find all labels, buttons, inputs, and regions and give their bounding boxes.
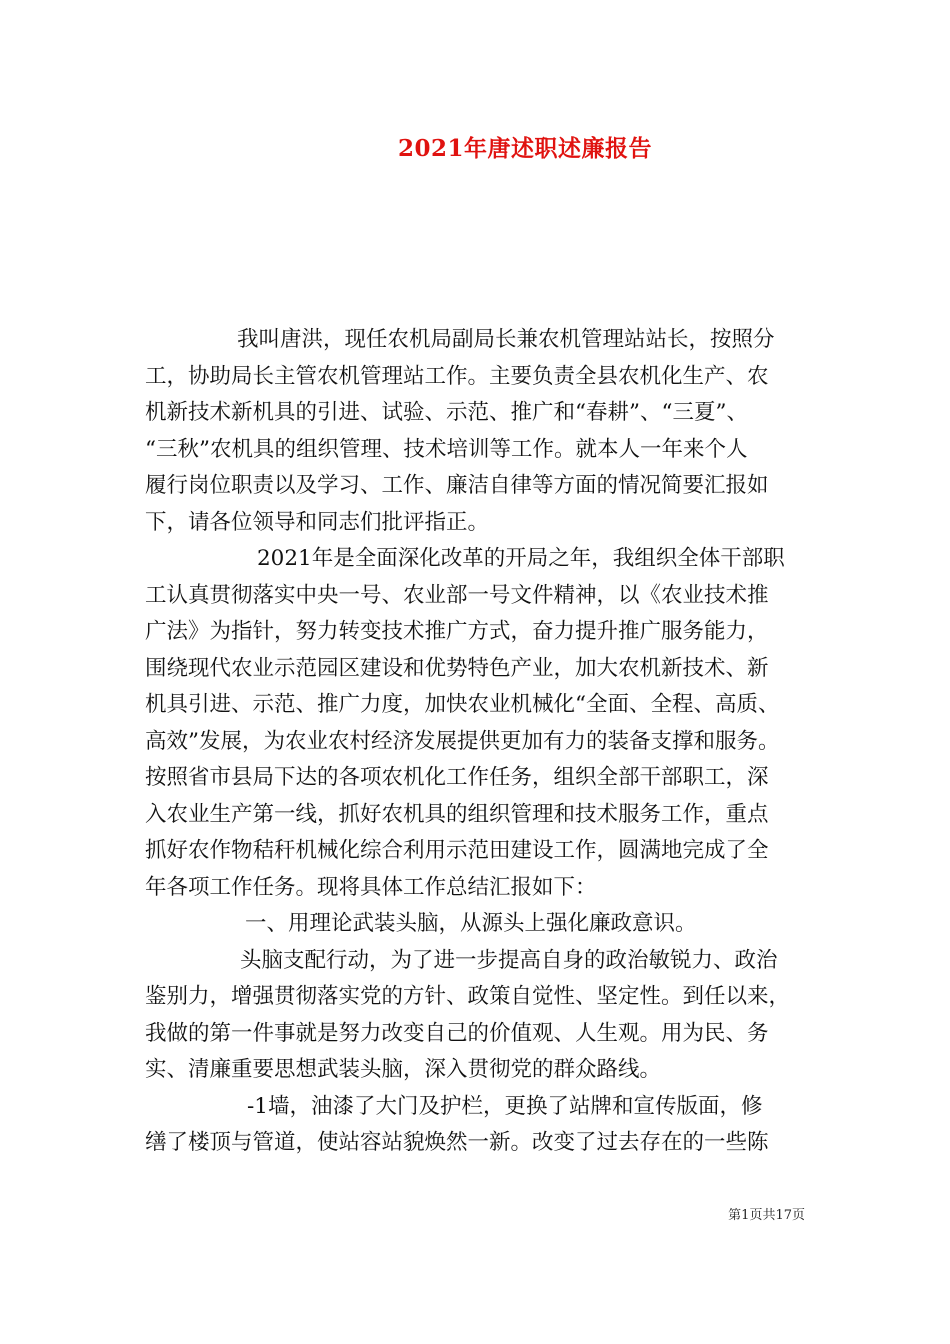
- text-line: 年各项工作任务。现将具体工作总结汇报如下：: [145, 874, 597, 900]
- paragraph-continued: [145, 1089, 805, 1162]
- text-line: 下，请各位领导和同志们批评指正。: [145, 509, 490, 535]
- text-line: 工认真贯彻落实中央一号、农业部一号文件精神，以《农业技术推: [145, 582, 769, 608]
- text-line: 我叫唐洪，现任农机局副局长兼农机管理站站长，按照分: [237, 327, 775, 352]
- text-line: “三秋”农机具的组织管理、技术培训等工作。就本人一年来个人: [145, 436, 748, 462]
- text-line: 我做的第一件事就是努力改变自己的价值观、人生观。用为民、务: [145, 1020, 769, 1046]
- text-line: 围绕现代农业示范园区建设和优势特色产业，加大农机新技术、新: [145, 655, 769, 681]
- text-line: 头脑支配行动，为了进一步提高自身的政治敏锐力、政治: [240, 947, 778, 973]
- text-line: 缮了楼顶与管道，使站容站貌焕然一新。改变了过去存在的一些陈: [145, 1130, 769, 1155]
- text-line: 按照省市县局下达的各项农机化工作任务，组织全部干部职工，深: [145, 765, 769, 790]
- paragraph-summary: [145, 541, 805, 906]
- text-line: -1墙，油漆了大门及护栏，更换了站牌和宣传版面，修: [247, 1093, 763, 1119]
- document-title-text: 2021年唐述职述廉报告: [397, 135, 652, 162]
- text-line: 工，协助局长主管农机管理站工作。主要负责全县农机化生产、农: [145, 363, 769, 389]
- paragraph-section-1: [145, 943, 805, 1089]
- text-line: 广法》为指针，努力转变技术推广方式，奋力提升推广服务能力，: [145, 619, 769, 644]
- text-line: 2021年是全面深化改革的开局之年，我组织全体干部职: [257, 546, 785, 571]
- text-line: 高效”发展，为农业农村经济发展提供更加有力的装备支撑和服务。: [145, 728, 780, 754]
- document-body: [145, 322, 805, 1162]
- document-title: [0, 130, 950, 163]
- text-line: 机具引进、示范、推广力度，加快农业机械化“全面、全程、高质、: [145, 692, 780, 717]
- section-heading-text: 一、用理论武装头脑，从源头上强化廉政意识。: [245, 911, 697, 936]
- text-line: 鉴别力，增强贯彻落实党的方针、政策自觉性、坚定性。到任以来，: [145, 984, 791, 1009]
- text-line: 机新技术新机具的引进、试验、示范、推广和“春耕”、“三夏”、: [145, 400, 748, 425]
- section-heading-1: [145, 906, 805, 943]
- text-line: 入农业生产第一线，抓好农机具的组织管理和技术服务工作，重点: [145, 801, 769, 827]
- page-number: 第1页共17页: [728, 1208, 805, 1223]
- text-line: 抓好农作物秸秆机械化综合利用示范田建设工作，圆满地完成了全: [145, 838, 769, 863]
- paragraph-intro: [145, 322, 805, 541]
- page-footer: [0, 1204, 805, 1223]
- text-line: 实、清廉重要思想武装头脑，深入贯彻党的群众路线。: [145, 1057, 662, 1082]
- text-line: 履行岗位职责以及学习、工作、廉洁自律等方面的情况简要汇报如: [145, 473, 769, 498]
